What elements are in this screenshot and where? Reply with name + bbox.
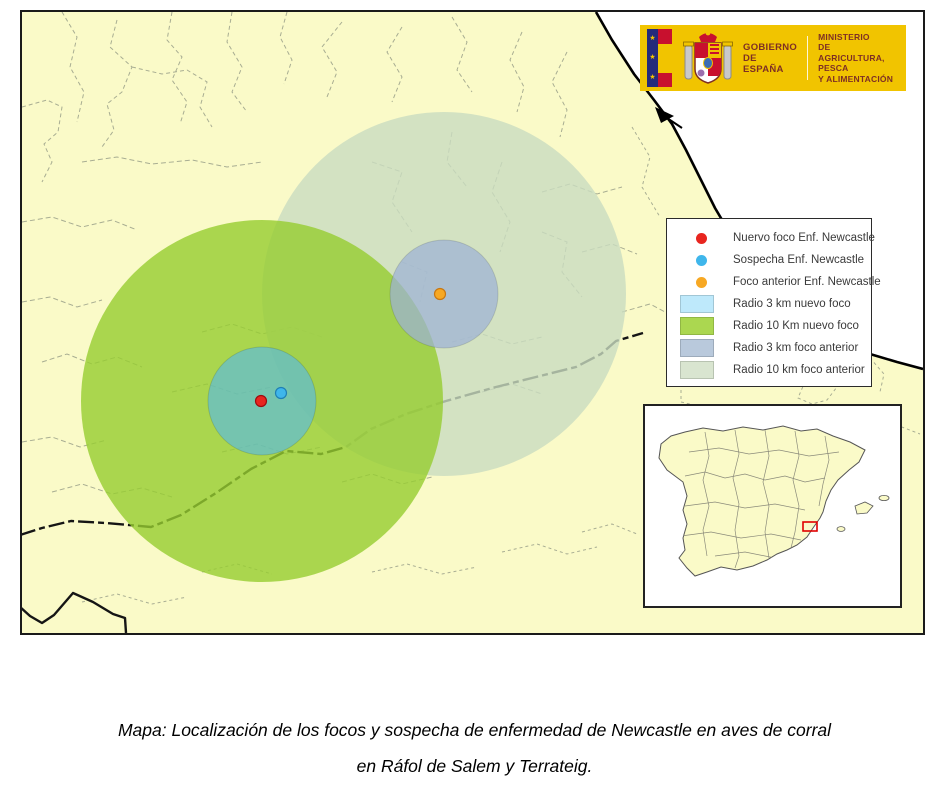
gobierno-text: GOBIERNO DE ESPAÑA	[743, 36, 808, 80]
ministerio-text: MINISTERIO DE AGRICULTURA, PESCA Y ALIMENTACIÓN	[818, 31, 894, 84]
legend-label: Radio 3 km nuevo foco	[733, 298, 851, 310]
spain-coat-of-arms-icon	[681, 29, 735, 87]
previous-focus-dot-icon	[696, 277, 707, 288]
point-previous-focus	[435, 289, 446, 300]
zone-swatch-icon	[680, 295, 714, 313]
caption-line-2: en Ráfol de Salem y Terrateig.	[356, 756, 593, 776]
spain-outline-map	[645, 406, 900, 606]
legend-label: Nuervo foco Enf. Newcastle	[733, 232, 875, 244]
legend-item-3km-new	[677, 294, 865, 314]
zone-swatch-icon	[680, 317, 714, 335]
legend-label: Foco anterior Enf. Newcastle	[733, 276, 881, 288]
map-legend	[666, 218, 881, 387]
point-new-focus	[256, 396, 267, 407]
spain-eu-flag-icon: ★ ★ ★	[647, 29, 672, 87]
caption-line-1: Mapa: Localización de los focos y sospecha de enfermedad de Newcastle en aves de corral	[117, 720, 832, 740]
ibiza-island	[837, 527, 845, 532]
map-caption	[0, 712, 949, 784]
legend-item-10km-new	[677, 316, 865, 336]
legend-label: Radio 3 km foco anterior	[733, 342, 859, 354]
legend-item-3km-previous	[677, 338, 865, 358]
government-logo	[640, 25, 906, 91]
map-frame	[20, 10, 925, 635]
zone-swatch-icon	[680, 339, 714, 357]
mallorca-island	[855, 502, 873, 514]
legend-label: Radio 10 km foco anterior	[733, 364, 865, 376]
menorca-island	[879, 495, 889, 500]
legend-label: Sospecha Enf. Newcastle	[733, 254, 865, 266]
legend-item-previous-focus	[677, 272, 881, 292]
new-focus-dot-icon	[696, 233, 707, 244]
legend-item-suspect	[677, 250, 865, 270]
legend-item-10km-previous	[677, 360, 865, 380]
suspect-dot-icon	[696, 255, 707, 266]
spain-landmass	[659, 426, 865, 576]
legend-item-new-focus	[677, 228, 875, 248]
point-suspect-case	[276, 388, 287, 399]
zone-swatch-icon	[680, 361, 714, 379]
spain-locator-inset	[643, 404, 902, 608]
legend-label: Radio 10 Km nuevo foco	[733, 320, 859, 332]
